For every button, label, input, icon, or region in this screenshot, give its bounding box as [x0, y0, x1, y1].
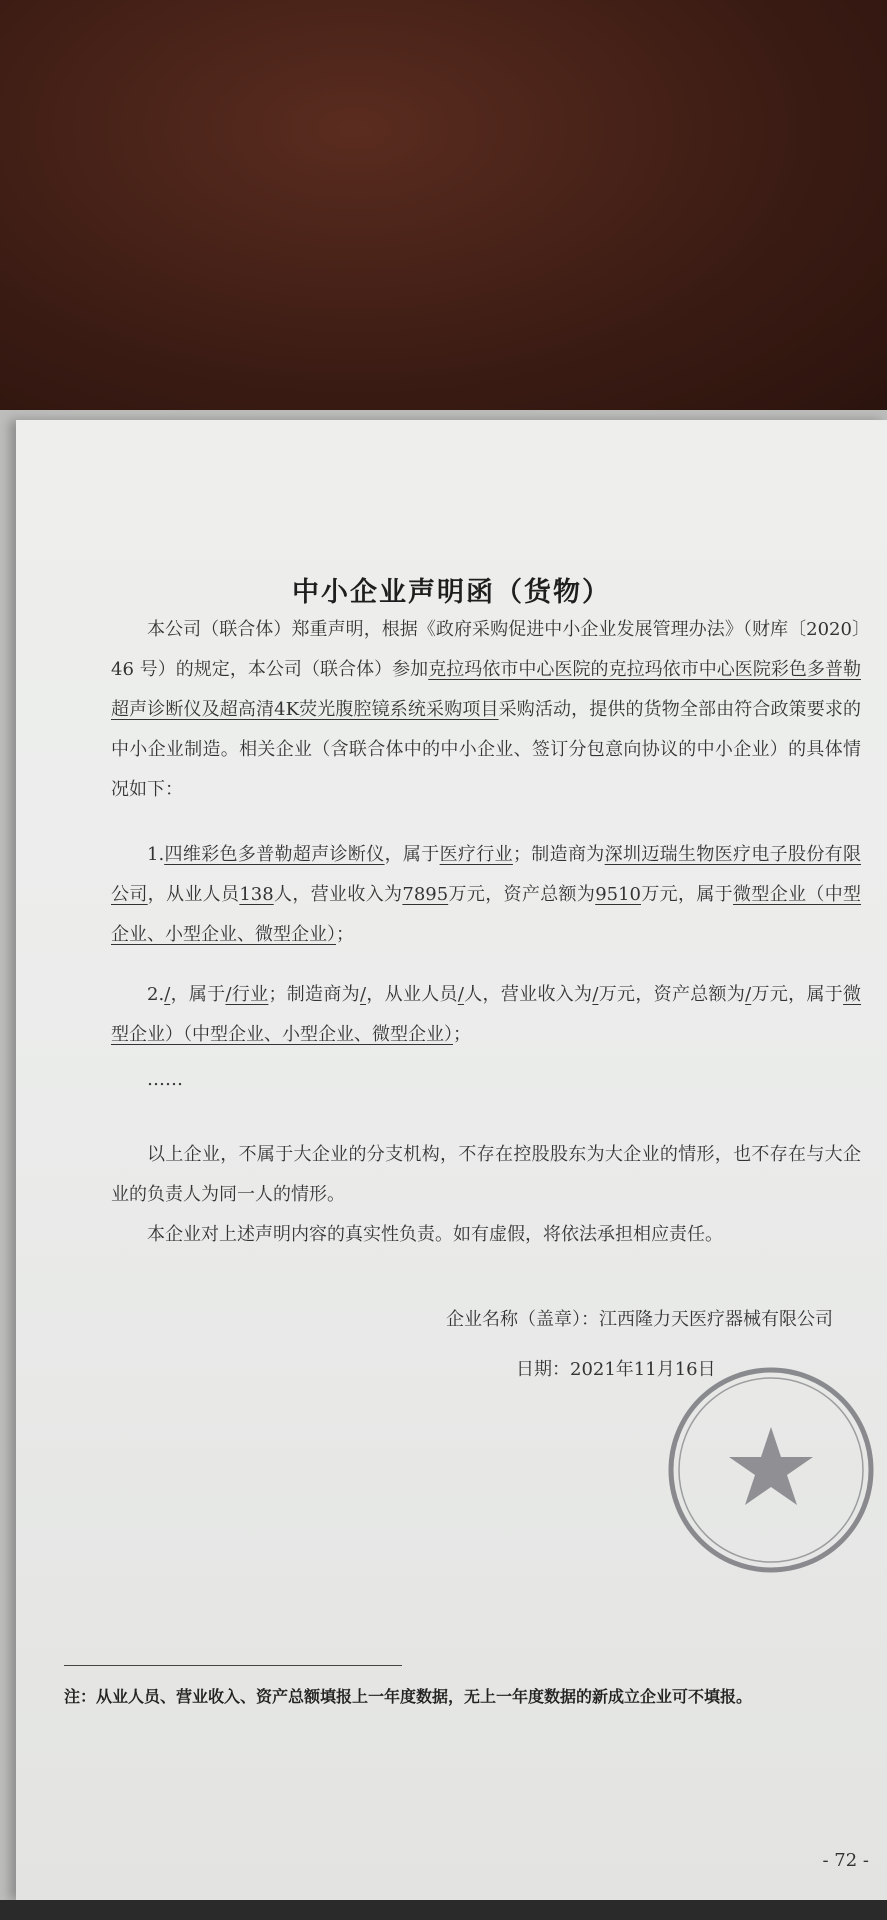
document-page — [16, 420, 887, 1900]
intro-text-2: 采购活动，提供的货物全部由符合政策要求的中小企业制造。相关企业（含联合体中的中小企业、签订分包意向协议的中小企业）的具体情况如下： — [111, 699, 861, 800]
item-1-enterprise-type: 微型企业（中型企业、小型企业、微型企业） — [111, 884, 862, 945]
item-2-industry: /行业 — [225, 984, 269, 1005]
bottom-edge — [0, 1900, 887, 1920]
item-2-manufacturer: / — [359, 984, 367, 1005]
item-1-product: 四维彩色多普勒超声诊断仪 — [164, 844, 385, 865]
date-label: 日期： — [516, 1359, 570, 1380]
item-2-text: ，从业人员 — [366, 984, 458, 1005]
item-2-text: 人，营业收入为 — [463, 984, 593, 1005]
item-1-text: 万元，资产总额为 — [448, 884, 596, 905]
footnote: 注：从业人员、营业收入、资产总额填报上一年度数据，无上一年度数据的新成立企业可不填报。 — [64, 1687, 753, 1706]
item-2-text: ，属于 — [170, 984, 226, 1005]
date-value: 2021年11月16日 — [570, 1359, 716, 1380]
project-name: 克拉玛依市中心医院的克拉玛依市中心医院彩色多普勒超声诊断仪及超高清4K荧光腹腔镜系统采购项目 — [111, 659, 862, 720]
item-2-product: / — [164, 984, 171, 1005]
item-1-staff: 138 — [239, 884, 274, 905]
item-2-revenue: / — [592, 984, 599, 1005]
item-2-text: ；制造商为 — [268, 984, 360, 1005]
desk-background — [0, 0, 887, 430]
item-2-staff: / — [457, 984, 464, 1005]
document-title: 中小企业声明函（货物） — [292, 577, 611, 608]
intro-text-1: 本公司（联合体）郑重声明，根据《政府采购促进中小企业发展管理办法》（财库〔2020〕46 号）的规定，本公司（联合体）参加 — [111, 619, 861, 680]
company-seal — [656, 1355, 886, 1585]
item-1-text: ，属于 — [384, 844, 440, 865]
item-2-enterprise-type: 微型企业）（中型企业、小型企业、微型企业） — [111, 984, 862, 1045]
seal-star-icon — [729, 1427, 813, 1505]
item-2 — [111, 975, 861, 1055]
item-2-assets: / — [745, 984, 752, 1005]
ellipsis: …… — [147, 1069, 183, 1090]
item-1-manufacturer: 深圳迈瑞生物医疗电子股份有限公司 — [111, 844, 862, 905]
item-2-text: ； — [453, 1024, 471, 1045]
item-1-text: ；制造商为 — [512, 844, 605, 865]
item-2-text: 万元，属于 — [751, 984, 844, 1005]
company-signature-line — [446, 1305, 833, 1331]
item-1-text: 万元，属于 — [641, 884, 734, 905]
branch-statement: 以上企业，不属于大企业的分支机构，不存在控股股东为大企业的情形，也不存在与大企业的负责人为同一人的情形。 — [111, 1144, 861, 1205]
intro-paragraph — [111, 610, 861, 810]
item-1 — [111, 835, 861, 955]
footnote-divider — [64, 1665, 402, 1666]
item-1-text: ，从业人员 — [147, 884, 240, 905]
page-number: - 72 - — [822, 1850, 869, 1871]
company-name: 江西隆力天医疗器械有限公司 — [599, 1309, 833, 1330]
item-1-revenue: 7895 — [402, 884, 449, 905]
responsibility-statement: 本企业对上述声明内容的真实性负责。如有虚假，将依法承担相应责任。 — [147, 1224, 723, 1245]
item-1-text: ； — [336, 924, 354, 945]
company-label: 企业名称（盖章）： — [446, 1309, 599, 1330]
item-1-text: 人，营业收入为 — [273, 884, 403, 905]
item-1-number: 1. — [147, 844, 165, 865]
item-1-industry: 医疗行业 — [439, 844, 513, 865]
item-2-number: 2. — [147, 984, 165, 1005]
item-1-assets: 9510 — [595, 884, 642, 905]
item-2-text: 万元，资产总额为 — [598, 984, 746, 1005]
